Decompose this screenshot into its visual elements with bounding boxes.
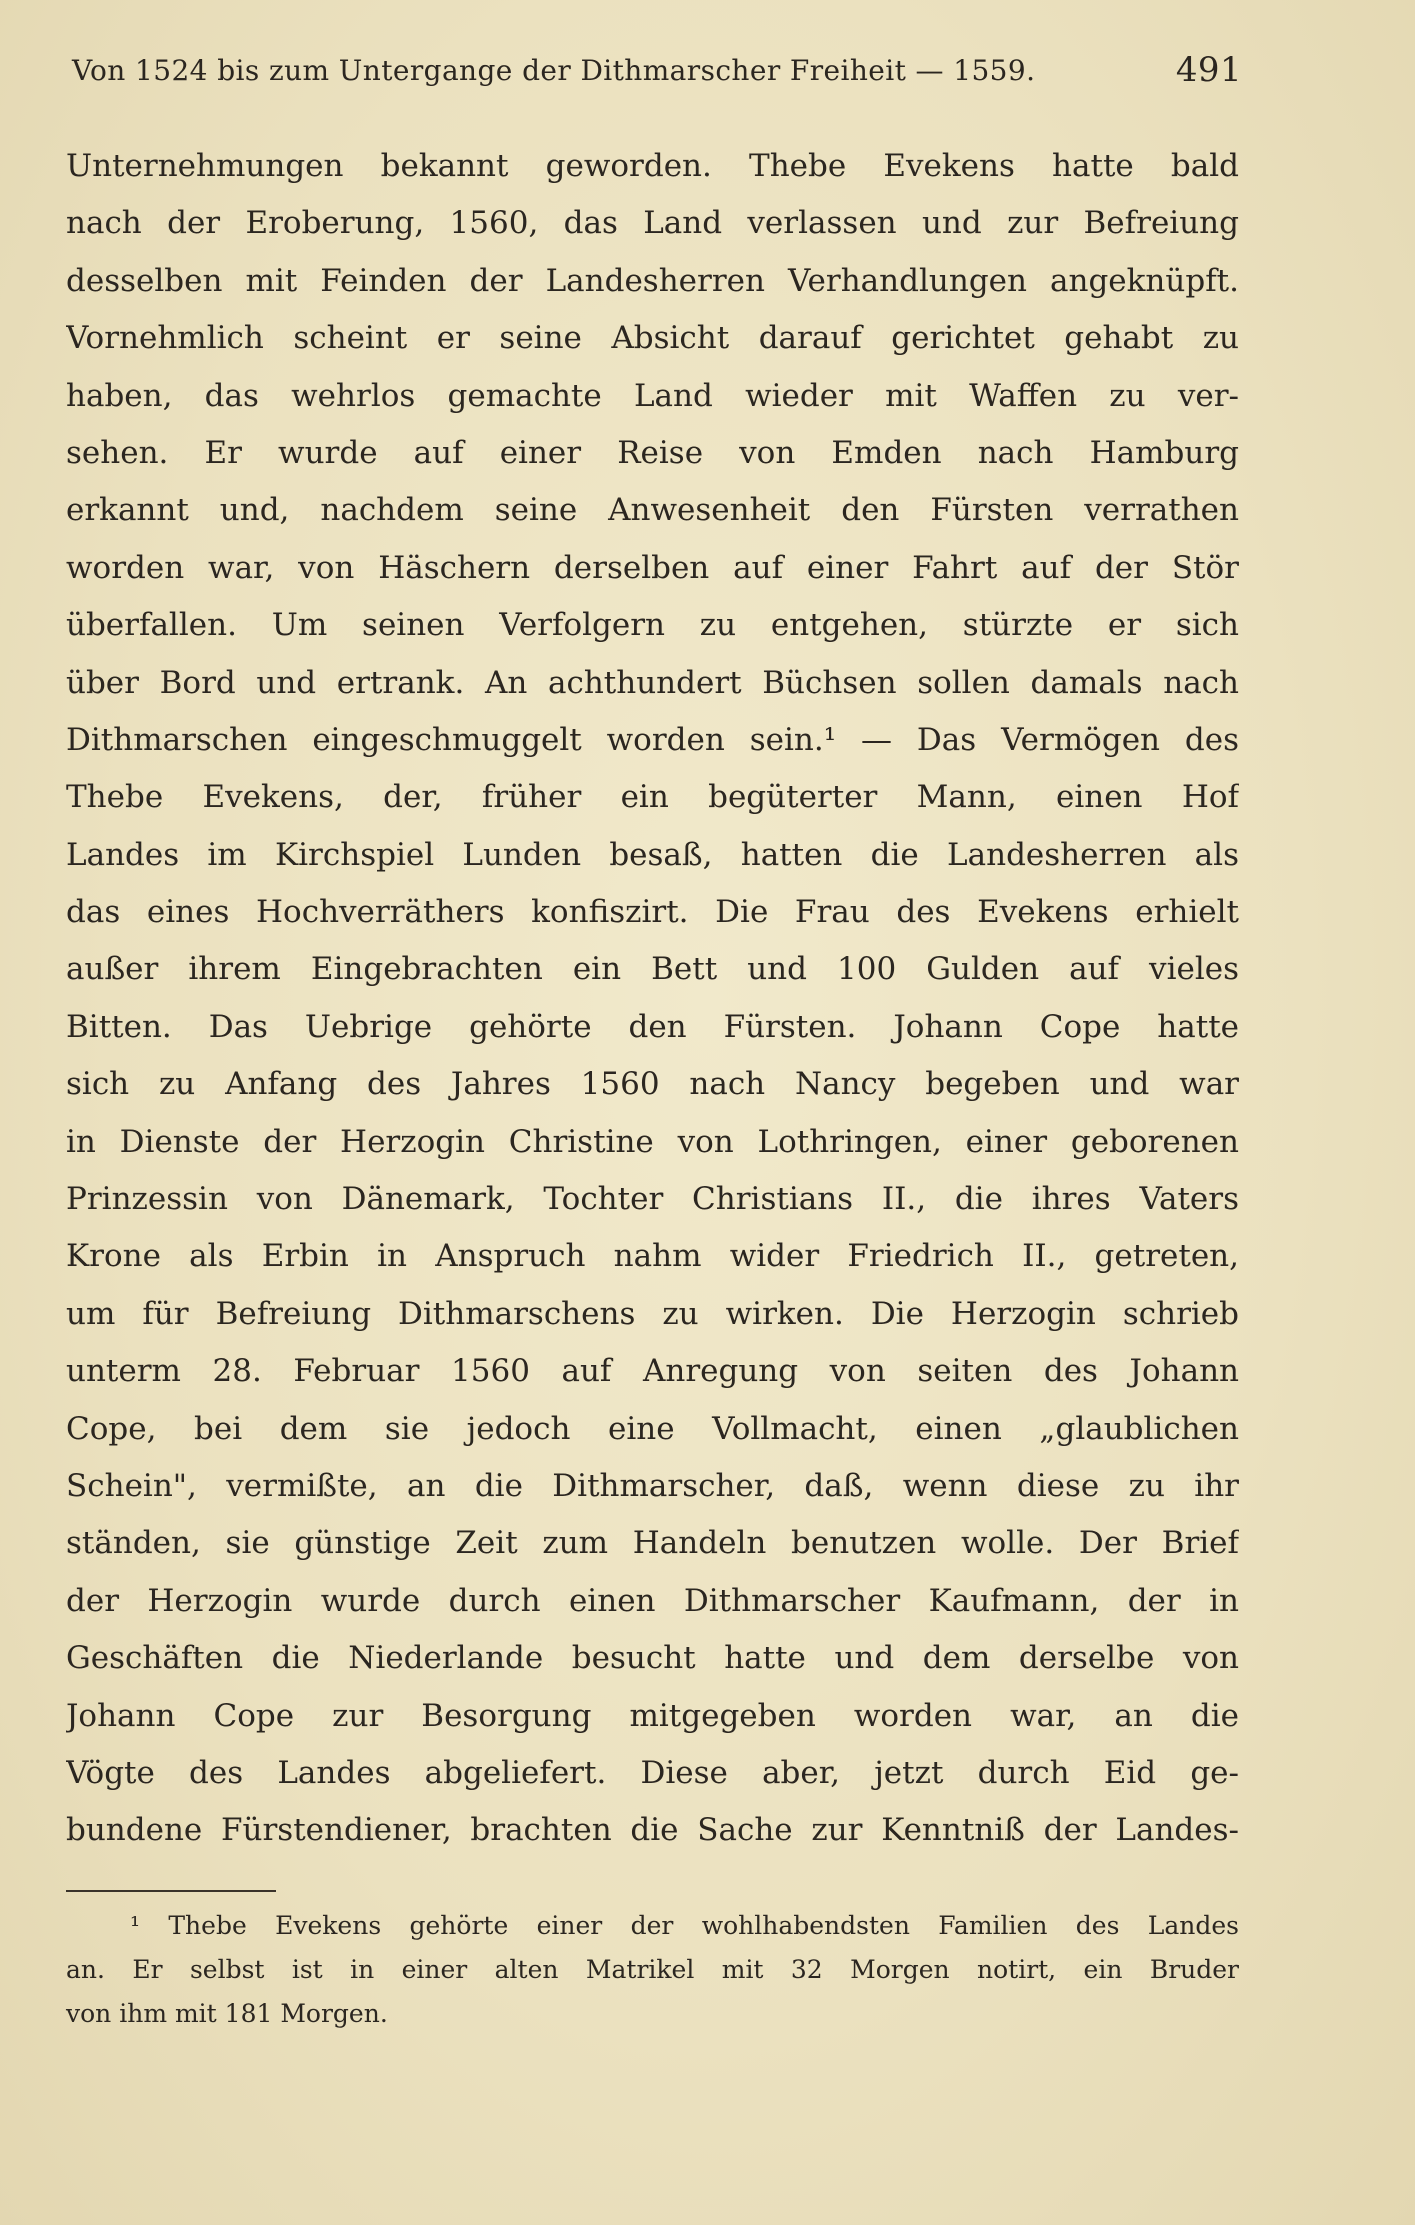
text-line: Dithmarschen eingeschmuggelt worden sein.¹ — Das Vermögen des xyxy=(66,721,1239,758)
page-number: 491 xyxy=(1175,50,1242,90)
text-line: desselben mit Feinden der Landesherren Verhandlungen angeknüpft. xyxy=(66,262,1239,299)
text-line: das eines Hochverräthers konfiszirt. Die Frau des Evekens erhielt xyxy=(66,894,1239,931)
text-line: worden war, von Häschern derselben auf einer Fahrt auf der Stör xyxy=(66,549,1239,586)
text-line: Bitten. Das Uebrige gehörte den Fürsten. Johann Cope hatte xyxy=(66,1008,1239,1045)
text-line: Vornehmlich scheint er seine Absicht darauf gerichtet gehabt zu xyxy=(66,320,1239,357)
text-line: in Dienste der Herzogin Christine von Lothringen, einer geborenen xyxy=(66,1123,1239,1160)
text-line: sich zu Anfang des Jahres 1560 nach Nancy begeben und war xyxy=(66,1066,1239,1103)
text-line: Thebe Evekens, der, früher ein begüterter Mann, einen Hof xyxy=(66,779,1239,816)
text-line: bundene Fürstendiener, brachten die Sache zur Kenntniß der Landes- xyxy=(66,1812,1239,1849)
text-line: haben, das wehrlos gemachte Land wieder mit Waffen zu ver- xyxy=(66,377,1239,414)
text-line: außer ihrem Eingebrachten ein Bett und 100 Gulden auf vieles xyxy=(66,951,1239,988)
text-line: Prinzessin von Dänemark, Tochter Christians II., die ihres Vaters xyxy=(66,1181,1239,1218)
main-text xyxy=(66,138,1239,1860)
footnote-divider xyxy=(66,1890,276,1892)
text-line: nach der Eroberung, 1560, das Land verlassen und zur Befreiung xyxy=(66,205,1239,242)
running-head xyxy=(72,50,1242,90)
footnote-line: ¹ Thebe Evekens gehörte einer der wohlhabendsten Familien des Landes xyxy=(130,1911,1239,1940)
text-line: über Bord und ertrank. An achthundert Büchsen sollen damals nach xyxy=(66,664,1239,701)
text-line: der Herzogin wurde durch einen Dithmarscher Kaufmann, der in xyxy=(66,1582,1239,1619)
footnote xyxy=(66,1904,1239,2036)
text-line: ständen, sie günstige Zeit zum Handeln benutzen wolle. Der Brief xyxy=(66,1525,1239,1562)
text-line: Vögte des Landes abgeliefert. Diese aber, jetzt durch Eid ge- xyxy=(66,1754,1239,1791)
text-line: Cope, bei dem sie jedoch eine Vollmacht, einen „glaublichen xyxy=(66,1410,1239,1447)
text-line: überfallen. Um seinen Verfolgern zu entgehen, stürzte er sich xyxy=(66,607,1239,644)
text-line: erkannt und, nachdem seine Anwesenheit den Fürsten verrathen xyxy=(66,492,1239,529)
footnote-line: von ihm mit 181 Morgen. xyxy=(66,1999,388,2028)
text-line: Geschäften die Niederlande besucht hatte und dem derselbe von xyxy=(66,1640,1239,1677)
text-line: Johann Cope zur Besorgung mitgegeben worden war, an die xyxy=(66,1697,1239,1734)
text-line: Landes im Kirchspiel Lunden besaß, hatten die Landesherren als xyxy=(66,836,1239,873)
text-line: Krone als Erbin in Anspruch nahm wider Friedrich II., getreten, xyxy=(66,1238,1239,1275)
text-line: Schein", vermißte, an die Dithmarscher, daß, wenn diese zu ihr xyxy=(66,1467,1239,1504)
text-line: Unternehmungen bekannt geworden. Thebe Evekens hatte bald xyxy=(66,148,1239,184)
running-head-title: Von 1524 bis zum Untergange der Dithmarscher Freiheit — 1559. xyxy=(72,54,1036,87)
text-line: um für Befreiung Dithmarschens zu wirken. Die Herzogin schrieb xyxy=(66,1295,1239,1332)
text-line: unterm 28. Februar 1560 auf Anregung von seiten des Johann xyxy=(66,1353,1239,1390)
footnote-line: an. Er selbst ist in einer alten Matrikel mit 32 Morgen notirt, ein Bruder xyxy=(66,1955,1239,1984)
text-line: sehen. Er wurde auf einer Reise von Emden nach Hamburg xyxy=(66,434,1239,471)
